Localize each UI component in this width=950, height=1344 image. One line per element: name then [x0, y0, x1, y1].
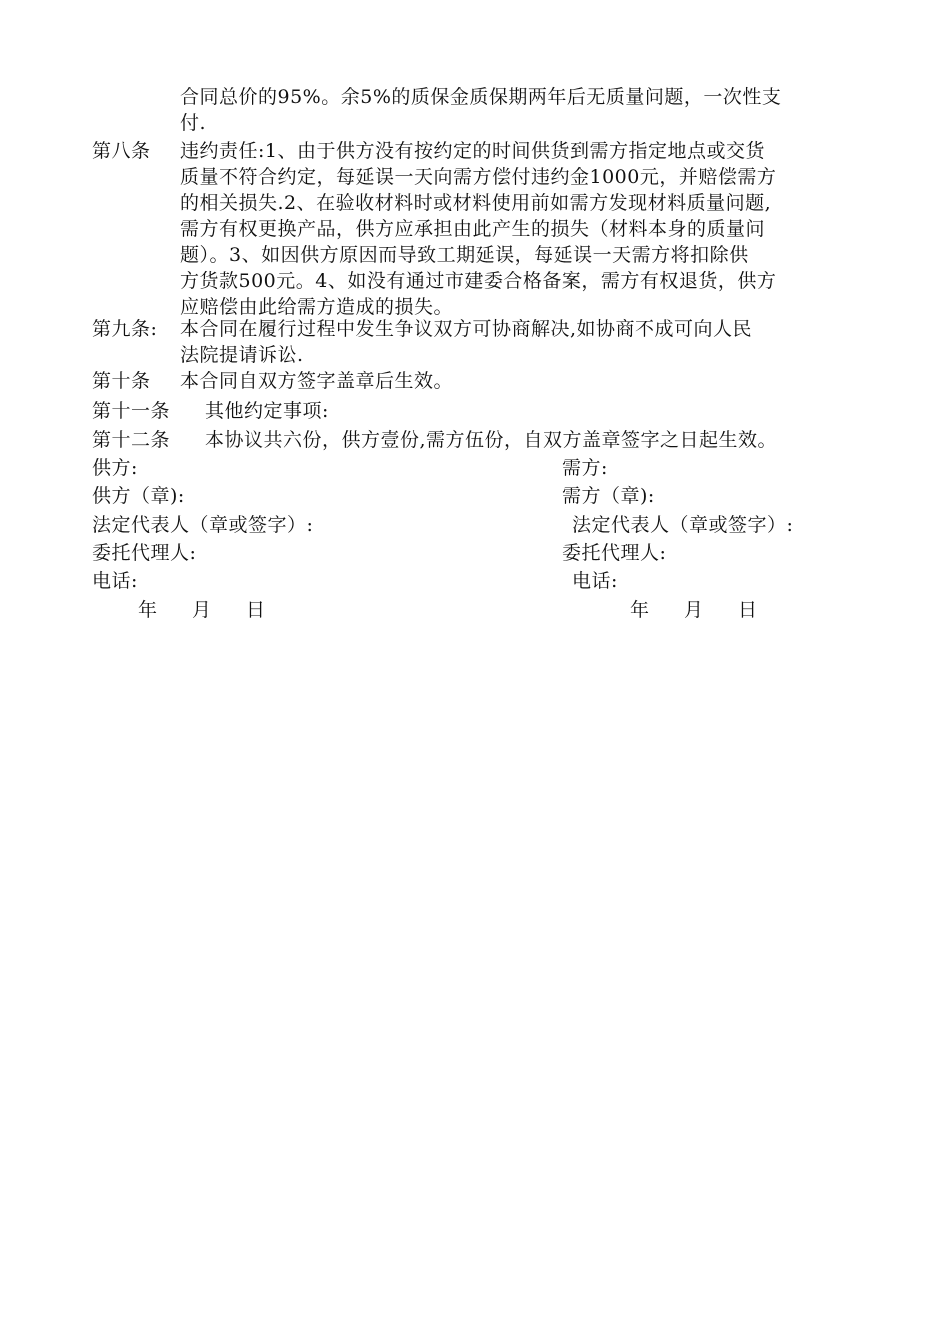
article-12-text: 本协议共六份，供方壹份,需方伍份，自双方盖章签字之日起生效。 [205, 429, 778, 451]
supplier-agent: 委托代理人: [92, 542, 197, 564]
continuation-line: 付. [180, 112, 207, 134]
supplier-seal: 供方（章): [92, 485, 185, 507]
article-8-line: 方货款500元。4、如没有通过市建委合格备案，需方有权退货，供方 [180, 270, 777, 292]
buyer-seal: 需方（章): [562, 485, 655, 507]
article-12-label: 第十二条 [92, 429, 171, 451]
article-11-text: 其他约定事项: [205, 400, 329, 422]
article-8-label: 第八条 [92, 140, 151, 162]
article-8-body [180, 138, 860, 320]
buyer-phone: 电话: [572, 570, 618, 592]
article-8-line: 需方有权更换产品，供方应承担由此产生的损失（材料本身的质量问 [180, 218, 766, 240]
supplier-date [138, 597, 300, 623]
article-10-label: 第十条 [92, 370, 151, 392]
date-month: 月 [684, 599, 704, 621]
date-day: 日 [246, 599, 266, 621]
article-8-line: 应赔偿由此给需方造成的损失。 [180, 296, 454, 318]
article-8-line: 的相关损失.2、在验收材料时或材料使用前如需方发现材料质量问题, [180, 192, 772, 214]
article-9-label: 第九条: [92, 318, 158, 340]
date-day: 日 [738, 599, 758, 621]
buyer-agent: 委托代理人: [562, 542, 667, 564]
article-9-body [180, 316, 860, 368]
article-9-line: 法院提请诉讼. [180, 344, 304, 366]
date-year: 年 [138, 599, 158, 621]
article-8-line: 违约责任:1、由于供方没有按约定的时间供货到需方指定地点或交货 [180, 140, 765, 162]
payment-continuation [180, 84, 860, 136]
supplier-party: 供方: [92, 457, 138, 479]
article-11-label: 第十一条 [92, 400, 171, 422]
buyer-representative: 法定代表人（章或签字）: [572, 514, 794, 536]
supplier-phone: 电话: [92, 570, 138, 592]
date-month: 月 [192, 599, 212, 621]
buyer-party: 需方: [562, 457, 608, 479]
article-8-line: 题）。3、如因供方原因而导致工期延误，每延误一天需方将扣除供 [180, 244, 749, 266]
supplier-representative: 法定代表人（章或签字）: [92, 514, 314, 536]
article-8-line: 质量不符合约定，每延误一天向需方偿付违约金1000元，并赔偿需方 [180, 166, 777, 188]
continuation-line: 合同总价的95%。余5%的质保金质保期两年后无质量问题，一次性支 [180, 86, 782, 108]
article-9-line: 本合同在履行过程中发生争议双方可协商解决,如协商不成可向人民 [180, 318, 753, 340]
buyer-date [630, 597, 792, 623]
date-year: 年 [630, 599, 650, 621]
article-10-text: 本合同自双方签字盖章后生效。 [180, 370, 454, 392]
